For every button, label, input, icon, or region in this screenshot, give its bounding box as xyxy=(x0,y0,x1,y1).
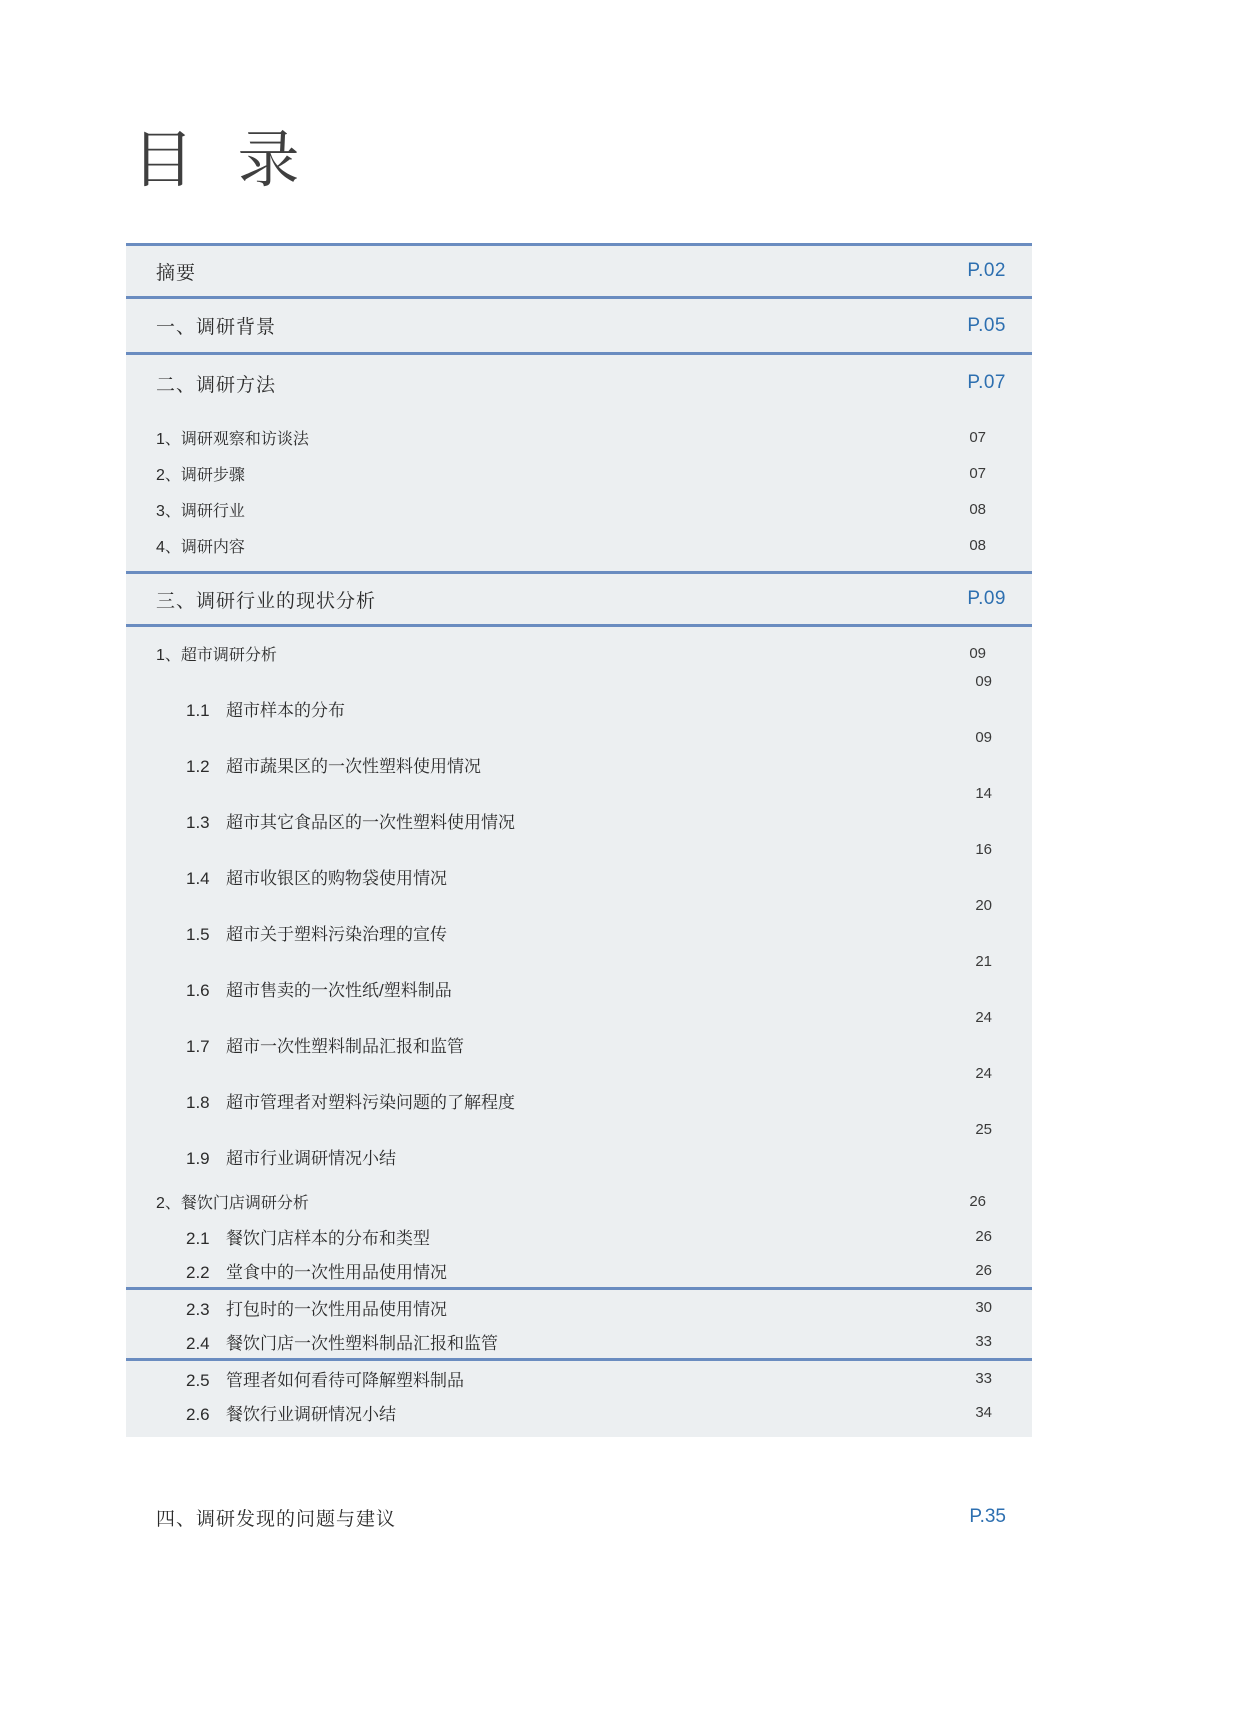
toc-entry-text: 超市行业调研情况小结 xyxy=(226,1149,396,1168)
list-item[interactable] xyxy=(126,1290,1032,1324)
spacer xyxy=(126,627,1032,635)
toc-entry-page: P.07 xyxy=(967,372,1006,393)
toc-entry-method[interactable] xyxy=(126,355,1032,411)
toc-entry-abstract[interactable] xyxy=(126,243,1032,299)
list-item[interactable] xyxy=(126,951,1032,1007)
list-item[interactable] xyxy=(126,839,1032,895)
toc-entry-page: 21 xyxy=(975,953,992,970)
toc-entry-page: 26 xyxy=(975,1261,992,1279)
toc-entry-label xyxy=(186,1144,396,1169)
toc-entry-text: 餐饮门店一次性塑料制品汇报和监管 xyxy=(226,1333,498,1353)
toc-entry-page: 16 xyxy=(975,841,992,858)
toc-entry-page: 14 xyxy=(975,785,992,802)
toc-entry-label xyxy=(186,1032,464,1057)
toc-entry-number: 1.8 xyxy=(186,1093,210,1112)
toc-entry-number: 2.4 xyxy=(186,1333,210,1353)
toc-entry-label xyxy=(186,920,447,945)
toc-entry-label: 1、调研观察和访谈法 xyxy=(156,430,309,448)
toc-entry-label xyxy=(186,1295,447,1320)
toc-entry-label: 摘要 xyxy=(156,262,197,284)
list-item[interactable] xyxy=(126,895,1032,951)
toc-entry-page: 26 xyxy=(969,1192,986,1210)
list-item[interactable] xyxy=(126,455,1032,491)
page-title: 目 录 xyxy=(132,127,314,195)
toc-entry-label xyxy=(186,696,345,721)
toc-entry-text: 堂食中的一次性用品使用情况 xyxy=(226,1262,447,1282)
toc-entry-label: 2、餐饮门店调研分析 xyxy=(156,1194,309,1212)
toc-entry-page: 09 xyxy=(975,673,992,690)
toc-entry-label: 一、调研背景 xyxy=(156,317,277,338)
toc-entry-page: P.05 xyxy=(967,314,1006,336)
toc-method-sublist xyxy=(126,411,1032,571)
toc-entry-label xyxy=(186,808,515,833)
toc-entry-problems[interactable] xyxy=(126,1490,1032,1544)
toc-entry-text: 超市蔬果区的一次性塑料使用情况 xyxy=(226,757,481,776)
list-item[interactable] xyxy=(126,1063,1032,1119)
toc-entry-number: 1.1 xyxy=(186,701,210,720)
list-item[interactable] xyxy=(126,1219,1032,1253)
toc-entry-text: 超市售卖的一次性纸/塑料制品 xyxy=(226,981,452,1000)
toc-entry-label: 1、超市调研分析 xyxy=(156,646,277,664)
list-item[interactable] xyxy=(126,527,1032,563)
toc-entry-text: 超市一次性塑料制品汇报和监管 xyxy=(226,1037,464,1056)
list-item[interactable] xyxy=(126,419,1032,455)
toc-entry-number: 2.6 xyxy=(186,1404,210,1424)
toc-list xyxy=(126,243,1032,1437)
toc-entry-text: 超市收银区的购物袋使用情况 xyxy=(226,869,447,888)
toc-entry-text: 餐饮行业调研情况小结 xyxy=(226,1404,396,1424)
toc-entry-label: 2、调研步骤 xyxy=(156,466,245,484)
toc-entry-text: 超市样本的分布 xyxy=(226,701,345,720)
toc-entry-page: P.02 xyxy=(967,260,1006,281)
toc-entry-page: 24 xyxy=(975,1009,992,1026)
toc-entry-number: 1.7 xyxy=(186,1037,210,1056)
toc-entry-number: 2.1 xyxy=(186,1228,210,1248)
toc-entry-label xyxy=(186,1258,447,1283)
list-item[interactable] xyxy=(126,1007,1032,1063)
toc-entry-background[interactable] xyxy=(126,299,1032,355)
spacer xyxy=(126,1175,1032,1183)
list-item[interactable] xyxy=(126,1119,1032,1175)
list-item[interactable] xyxy=(126,1395,1032,1429)
toc-entry-page: 09 xyxy=(975,729,992,746)
toc-entry-number: 2.5 xyxy=(186,1370,210,1390)
toc-entry-number: 1.3 xyxy=(186,813,210,832)
toc-entry-page: 24 xyxy=(975,1065,992,1082)
spacer xyxy=(126,1429,1032,1437)
toc-entry-label: 4、调研内容 xyxy=(156,538,245,556)
toc-entry-page: P.09 xyxy=(967,588,1006,609)
toc-entry-analysis[interactable] xyxy=(126,571,1032,627)
toc-entry-page: P.35 xyxy=(969,1506,1006,1527)
toc-entry-number: 1.6 xyxy=(186,981,210,1000)
toc-entry-page: 34 xyxy=(975,1403,992,1421)
toc-entry-text: 超市其它食品区的一次性塑料使用情况 xyxy=(226,813,515,832)
toc-entry-label xyxy=(186,1366,464,1391)
toc-entry-label: 三、调研行业的现状分析 xyxy=(156,590,377,612)
toc-entry-label xyxy=(186,976,452,1001)
list-item[interactable] xyxy=(126,727,1032,783)
toc-entry-page: 26 xyxy=(975,1227,992,1245)
list-item[interactable] xyxy=(126,635,1032,671)
toc-entry-page: 09 xyxy=(969,644,986,662)
toc-entry-label: 二、调研方法 xyxy=(156,374,277,396)
toc-entry-label xyxy=(186,752,481,777)
toc-entry-number: 2.2 xyxy=(186,1262,210,1282)
toc-entry-label xyxy=(186,864,447,889)
toc-entry-number: 1.2 xyxy=(186,757,210,776)
toc-entry-label xyxy=(186,1329,498,1354)
toc-entry-number: 1.5 xyxy=(186,925,210,944)
toc-entry-text: 打包时的一次性用品使用情况 xyxy=(226,1299,447,1319)
toc-entry-page: 08 xyxy=(969,500,986,518)
toc-entry-page: 07 xyxy=(969,464,986,482)
spacer xyxy=(126,411,1032,419)
list-item[interactable] xyxy=(126,1183,1032,1219)
toc-entry-number: 1.4 xyxy=(186,869,210,888)
toc-entry-label xyxy=(186,1400,396,1425)
toc-entry-text: 餐饮门店样本的分布和类型 xyxy=(226,1228,430,1248)
toc-entry-page: 08 xyxy=(969,536,986,554)
toc-entry-text: 超市关于塑料污染治理的宣传 xyxy=(226,925,447,944)
toc-entry-label xyxy=(186,1224,430,1249)
toc-entry-page: 07 xyxy=(969,428,986,446)
list-item[interactable] xyxy=(126,1361,1032,1395)
list-item[interactable] xyxy=(126,671,1032,727)
toc-entry-page: 33 xyxy=(975,1332,992,1350)
toc-entry-label: 四、调研发现的问题与建议 xyxy=(156,1508,397,1530)
toc-entry-page: 20 xyxy=(975,897,992,914)
toc-entry-page: 33 xyxy=(975,1369,992,1387)
toc-analysis-sublist xyxy=(126,627,1032,1437)
toc-entry-page: 25 xyxy=(975,1121,992,1138)
toc-entry-text: 超市管理者对塑料污染问题的了解程度 xyxy=(226,1093,515,1112)
list-item[interactable] xyxy=(126,1324,1032,1358)
list-item[interactable] xyxy=(126,491,1032,527)
toc-entry-label: 3、调研行业 xyxy=(156,502,245,520)
list-item[interactable] xyxy=(126,1253,1032,1287)
toc-entry-number: 2.3 xyxy=(186,1299,210,1319)
list-item[interactable] xyxy=(126,783,1032,839)
toc-entry-number: 1.9 xyxy=(186,1149,210,1168)
toc-entry-label xyxy=(186,1088,515,1113)
spacer xyxy=(126,563,1032,571)
toc-entry-text: 管理者如何看待可降解塑料制品 xyxy=(226,1370,464,1390)
toc-entry-page: 30 xyxy=(975,1298,992,1316)
